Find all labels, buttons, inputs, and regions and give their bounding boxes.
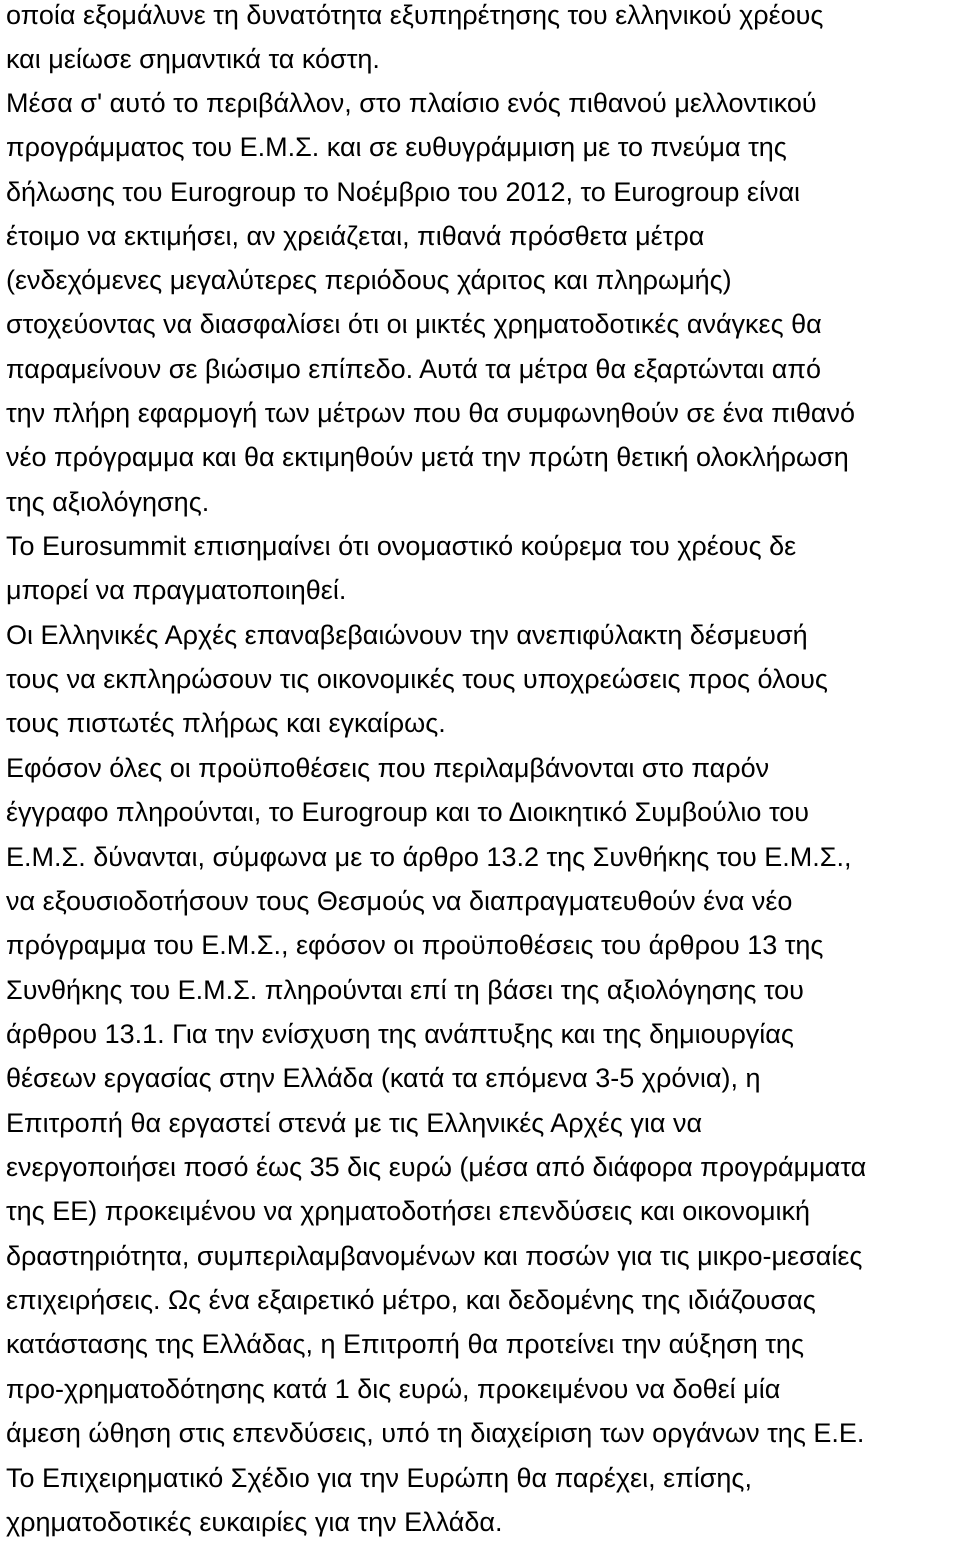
text-line: Επιτροπή θα εργαστεί στενά με τις Ελληνικές Αρχές για να — [6, 1108, 703, 1138]
text-line: παραμείνουν σε βιώσιμο επίπεδο. Αυτά τα μέτρα θα εξαρτώνται από — [6, 354, 822, 384]
text-line: Το Επιχειρηματικό Σχέδιο για την Ευρώπη θα παρέχει, επίσης, — [6, 1463, 752, 1493]
text-line: έγγραφο πληρούνται, το Eurogroup και το Διοικητικό Συμβούλιο του — [6, 797, 810, 827]
text-line: δήλωσης του Eurogroup το Νοέμβριο του 2012, το Eurogroup είναι — [6, 177, 801, 207]
text-line: τους να εκπληρώσουν τις οικονομικές τους υποχρεώσεις προς όλους — [6, 664, 828, 694]
text-line: της ΕΕ) προκειμένου να χρηματοδοτήσει επενδύσεις και οικονομική — [6, 1196, 811, 1226]
text-line: μπορεί να πραγματοποιηθεί. — [6, 575, 347, 605]
text-line: χρηματοδοτικές ευκαιρίες για την Ελλάδα. — [6, 1507, 503, 1537]
text-line: προγράμματος του Ε.Μ.Σ. και σε ευθυγράμμιση με το πνεύμα της — [6, 132, 787, 162]
text-line: Εφόσον όλες οι προϋποθέσεις που περιλαμβάνονται στο παρόν — [6, 753, 770, 783]
text-line: στοχεύοντας να διασφαλίσει ότι οι μικτές χρηματοδοτικές ανάγκες θα — [6, 309, 822, 339]
text-line: θέσεων εργασίας στην Ελλάδα (κατά τα επόμενα 3-5 χρόνια), η — [6, 1063, 761, 1093]
text-line: άρθρου 13.1. Για την ενίσχυση της ανάπτυξης και της δημιουργίας — [6, 1019, 794, 1049]
text-line: Ε.Μ.Σ. δύνανται, σύμφωνα με το άρθρο 13.2 της Συνθήκης του Ε.Μ.Σ., — [6, 842, 852, 872]
text-line: οποία εξομάλυνε τη δυνατότητα εξυπηρέτησης του ελληνικού χρέους — [6, 0, 824, 30]
text-line: πρόγραμμα του Ε.Μ.Σ., εφόσον οι προϋποθέσεις του άρθρου 13 της — [6, 930, 824, 960]
text-line: της αξιολόγησης. — [6, 487, 210, 517]
text-line: και μείωσε σημαντικά τα κόστη. — [6, 44, 380, 74]
text-line: Το Eurosummit επισημαίνει ότι ονομαστικό κούρεμα του χρέους δε — [6, 531, 797, 561]
text-line: προ-χρηματοδότησης κατά 1 δις ευρώ, προκειμένου να δοθεί μία — [6, 1374, 781, 1404]
text-line: Συνθήκης του Ε.Μ.Σ. πληρούνται επί τη βάσει της αξιολόγησης του — [6, 975, 804, 1005]
text-line: Οι Ελληνικές Αρχές επαναβεβαιώνουν την ανεπιφύλακτη δέσμευσή — [6, 620, 808, 650]
text-line: την πλήρη εφαρμογή των μέτρων που θα συμφωνηθούν σε ένα πιθανό — [6, 398, 856, 428]
text-line: επιχειρήσεις. Ως ένα εξαιρετικό μέτρο, και δεδομένης της ιδιάζουσας — [6, 1285, 816, 1315]
text-line: ενεργοποιήσει ποσό έως 35 δις ευρώ (μέσα από διάφορα προγράμματα — [6, 1152, 867, 1182]
text-line: (ενδεχόμενες μεγαλύτερες περιόδους χάριτος και πληρωμής) — [6, 265, 732, 295]
text-line: νέο πρόγραμμα και θα εκτιμηθούν μετά την πρώτη θετική ολοκλήρωση — [6, 442, 849, 472]
text-line: τους πιστωτές πλήρως και εγκαίρως. — [6, 708, 446, 738]
text-line: να εξουσιοδοτήσουν τους Θεσμούς να διαπραγματευθούν ένα νέο — [6, 886, 793, 916]
text-line: Μέσα σ' αυτό το περιβάλλον, στο πλαίσιο ενός πιθανού μελλοντικού — [6, 88, 817, 118]
text-line: έτοιμο να εκτιμήσει, αν χρειάζεται, πιθανά πρόσθετα μέτρα — [6, 221, 705, 251]
text-line: δραστηριότητα, συμπεριλαμβανομένων και ποσών για τις μικρο-μεσαίες — [6, 1241, 863, 1271]
text-line: κατάστασης της Ελλάδας, η Επιτροπή θα προτείνει την αύξηση της — [6, 1329, 804, 1359]
text-line: άμεση ώθηση στις επενδύσεις, υπό τη διαχείριση των οργάνων της Ε.Ε. — [6, 1418, 865, 1448]
